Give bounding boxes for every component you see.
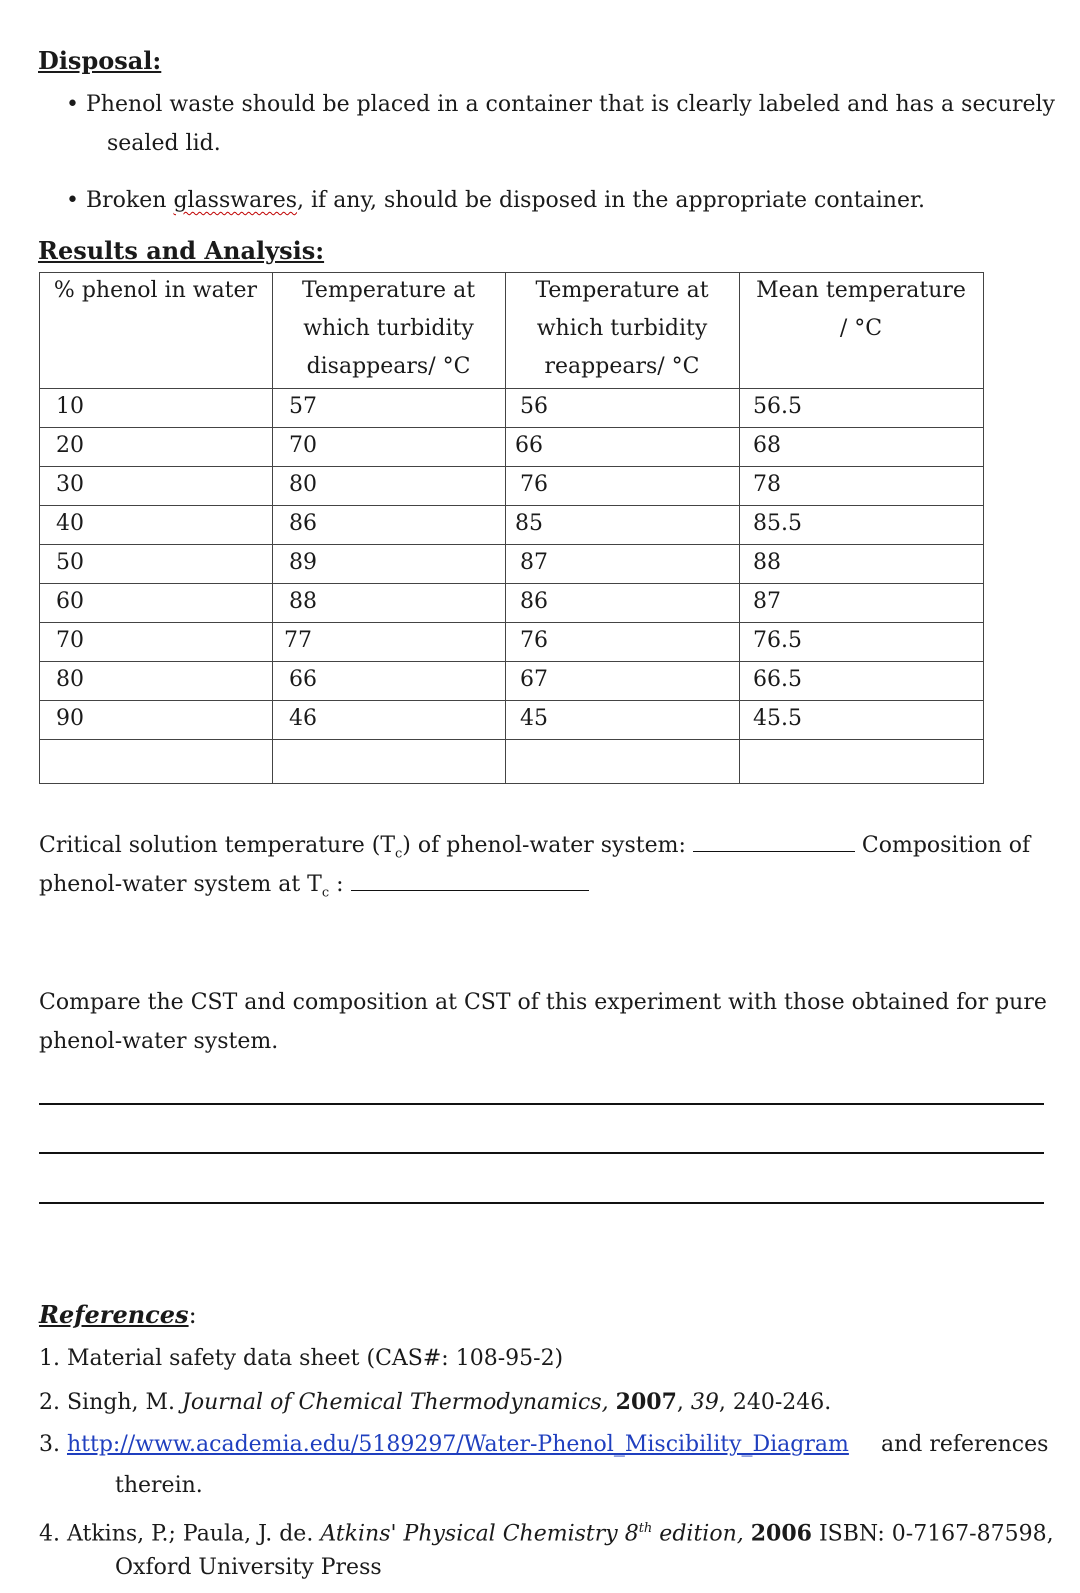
disposal-bullet-2-post: , if any, should be disposed in the appropriate container. — [297, 188, 926, 213]
bullet-icon: • — [66, 188, 79, 213]
reference-3-tail: and references — [881, 1432, 1049, 1457]
answer-line-2[interactable] — [39, 1152, 1044, 1154]
reference-4-cont: Oxford University Press — [115, 1555, 382, 1580]
reference-3-cont: therein. — [115, 1473, 203, 1498]
answer-line-1[interactable] — [39, 1103, 1044, 1105]
disposal-bullet-1-text: Phenol waste should be placed in a container that is clearly labeled and has a securely — [85, 92, 1055, 117]
cst-line-2: phenol-water system at $T_c$ : — [39, 870, 589, 906]
reference-2: 2. Singh, M. Journal of Chemical Thermodynamics, 2007, 39, 240-246. — [39, 1389, 832, 1415]
spellcheck-flagged-word: glasswares — [173, 188, 298, 213]
compare-line-1: Compare the CST and composition at CST of this experiment with those obtained for pure — [39, 990, 1047, 1015]
bullet-icon: • — [66, 92, 79, 117]
disposal-bullet-1-cont: sealed lid. — [107, 131, 221, 156]
composition-answer-blank[interactable] — [351, 870, 589, 891]
reference-link[interactable]: http://www.academia.edu/5189297/Water-Phenol_Miscibility_Diagram — [66, 1432, 849, 1457]
answer-line-3[interactable] — [39, 1202, 1044, 1204]
references-heading: References: — [39, 1300, 197, 1329]
reference-4: 4. Atkins, P.; Paula, J. de. Atkins' Physical Chemistry 8th edition, 2006 ISBN: 0-7167-87598, — [39, 1520, 1054, 1547]
cst-line-1: Critical solution temperature $(T_c)$ of phenol-water system: Composition of — [39, 833, 1031, 862]
disposal-bullet-2-pre: Broken — [85, 188, 174, 213]
results-table: % phenol in water Temperature at which turbidity disappears/ °C Temperature at which turbidity reappears/ °C Mean temperature / °C 10 57 56 56.5 20 70 66 68 30 80 76 78 40 86 85 85.5 50 89 87 88 60 88 86 87 70 77 76 76.5 80 66 67 66.5 90 46 45 45.5 — [39, 272, 984, 784]
disposal-bullet-1 — [66, 92, 1055, 118]
header-turbidity-reappears: Temperature at which turbidity reappears/ °C — [535, 278, 709, 379]
header-turbidity-disappears: Temperature at which turbidity disappears/ °C — [301, 278, 476, 379]
disposal-bullet-2 — [66, 188, 925, 214]
header-mean-temperature: Mean temperature / °C — [756, 278, 966, 341]
reference-3: 3. http://www.academia.edu/5189297/Water-Phenol_Miscibility_Diagram — [39, 1432, 849, 1457]
compare-line-2: phenol-water system. — [39, 1029, 279, 1054]
results-heading: Results and Analysis: — [38, 236, 325, 265]
reference-1: 1. Material safety data sheet (CAS#: 108-95-2) — [39, 1346, 564, 1371]
disposal-heading: Disposal: — [38, 46, 162, 75]
header-percent-phenol: % phenol in water — [53, 278, 258, 303]
cst-answer-blank[interactable] — [693, 831, 855, 852]
